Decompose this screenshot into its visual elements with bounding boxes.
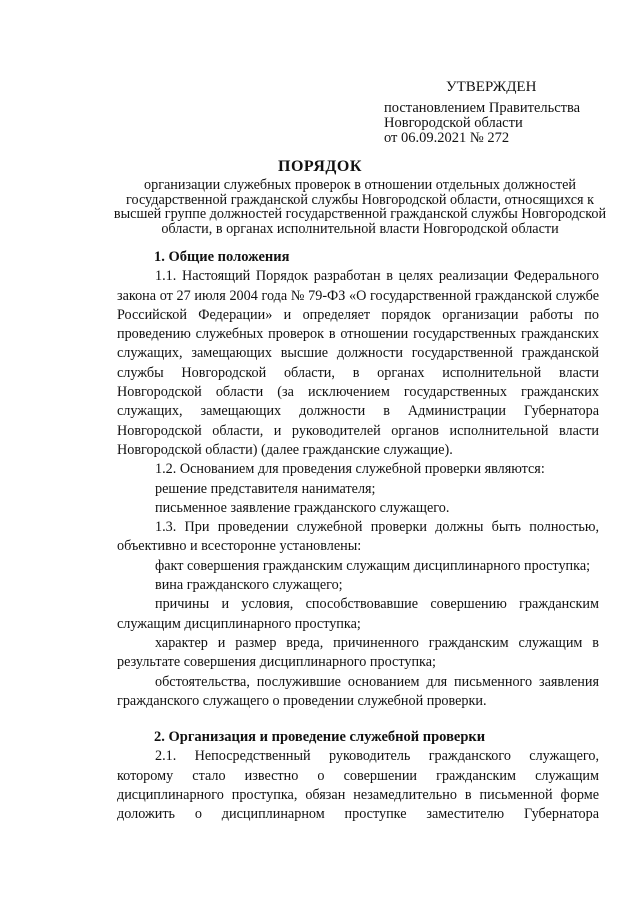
paragraph: характер и размер вреда, причиненного гражданским служащим в результате совершения дисциплинарного проступка; xyxy=(117,634,599,671)
paragraph: 1.2. Основанием для проведения служебной проверки являются: xyxy=(155,461,545,478)
paragraph: обстоятельства, послужившие основанием для письменного заявления гражданского служащего о проведении служебной проверки. xyxy=(117,673,599,709)
paragraph: 1.1. Настоящий Порядок разработан в целях реализации Федерального закона от 27 июля 2004 года № 79-ФЗ «О государственной гражданской службе Российской Федерации» и определяет порядок организации работы по проведению служебных проверок в отношении государственных гражданских служащих, замещающих высшие должности государственной гражданской службы Новгородской области, в органах исполнительной власти Новгородской области (за исключением государственных гражданских служащих, замещающих должности в Администрации Губернатора Новгородской области, и руководителей органов исполнительной власти Новгородской области) (далее гражданские служащие). xyxy=(117,268,599,458)
document-body xyxy=(117,248,599,825)
document-title: ПОРЯДОК xyxy=(278,158,362,175)
approval-head: УТВЕРЖДЕН xyxy=(446,79,537,95)
paragraph: факт совершения гражданским служащим дисциплинарного проступка; xyxy=(155,557,591,574)
paragraph: письменное заявление гражданского служащего. xyxy=(155,499,450,516)
approval-line: постановлением Правительства xyxy=(384,100,581,116)
approval-line: от 06.09.2021 № 272 xyxy=(384,130,510,146)
paragraph: 2.1. Непосредственный руководитель гражданского служащего, которому стало известно о совершении гражданским служащим дисциплинарного проступка, обязан незамедлительно в письменной форме доложить о дисциплинарном проступке заместителю Губернатора xyxy=(117,748,599,823)
section-heading: 2. Организация и проведение служебной проверки xyxy=(154,729,486,746)
paragraph: решение представителя нанимателя; xyxy=(155,480,376,497)
approval-line: Новгородской области xyxy=(384,115,523,131)
paragraph: 1.3. При проведении служебной проверки должны быть полностью, объективно и всесторонне установлены: xyxy=(117,519,599,555)
paragraph: вина гражданского служащего; xyxy=(155,577,343,594)
document-subtitle: организации служебных проверок в отношении отдельных должностей государственной гражданской службы Новгородской области, относящихся к высшей группе должностей государственной гражданской службы Новгородской области, в органах исполнительной власти Новгородской области xyxy=(113,177,607,237)
approval-stamp xyxy=(384,80,624,146)
paragraph: причины и условия, способствовавшие совершению гражданским служащим дисциплинарного проступка; xyxy=(117,596,599,632)
section-heading: 1. Общие положения xyxy=(154,249,290,265)
